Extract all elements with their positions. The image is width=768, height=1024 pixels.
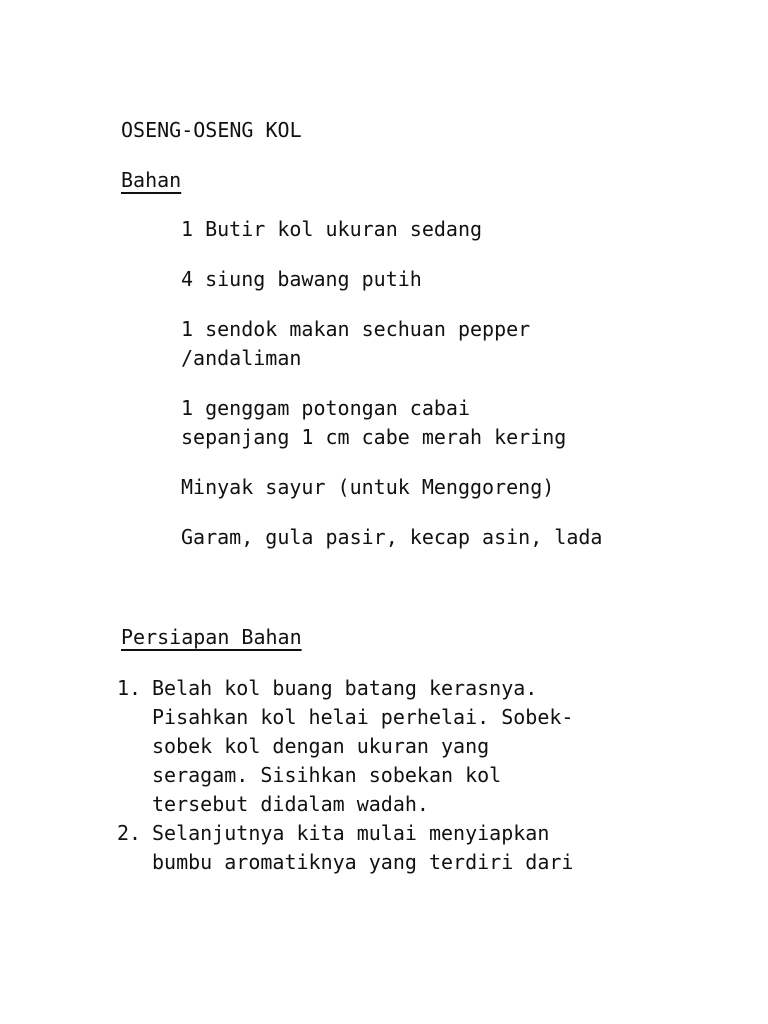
ingredient-item: Garam, gula pasir, kecap asin, lada — [181, 525, 603, 549]
ingredients-heading: Bahan — [121, 168, 182, 192]
step-text: Selanjutnya kita mulai menyiapkan bumbu aromatiknya yang terdiri dari — [152, 821, 574, 874]
step-item — [117, 674, 737, 819]
ingredients-list — [181, 215, 721, 573]
ingredient-item: 1 Butir kol ukuran sedang — [181, 217, 483, 241]
step-number: 2. — [117, 821, 142, 845]
ingredient-item: 4 siung bawang putih — [181, 267, 422, 291]
step-item — [117, 819, 737, 877]
ingredient-item: Minyak sayur (untuk Menggoreng) — [181, 475, 555, 499]
step-number: 1. — [117, 676, 142, 700]
ingredient-item: 1 sendok makan sechuan pepper /andaliman — [181, 317, 531, 370]
preparation-heading: Persiapan Bahan — [121, 625, 302, 649]
preparation-steps-list — [117, 674, 737, 877]
step-text: Belah kol buang batang kerasnya. Pisahkan kol helai perhelai. Sobek- sobek kol dengan ukuran yang seragam. Sisihkan sobekan kol tersebut didalam wadah. — [152, 676, 574, 816]
ingredient-item: 1 genggam potongan cabai sepanjang 1 cm cabe merah kering — [181, 396, 567, 449]
recipe-title: OSENG-OSENG KOL — [121, 118, 302, 142]
